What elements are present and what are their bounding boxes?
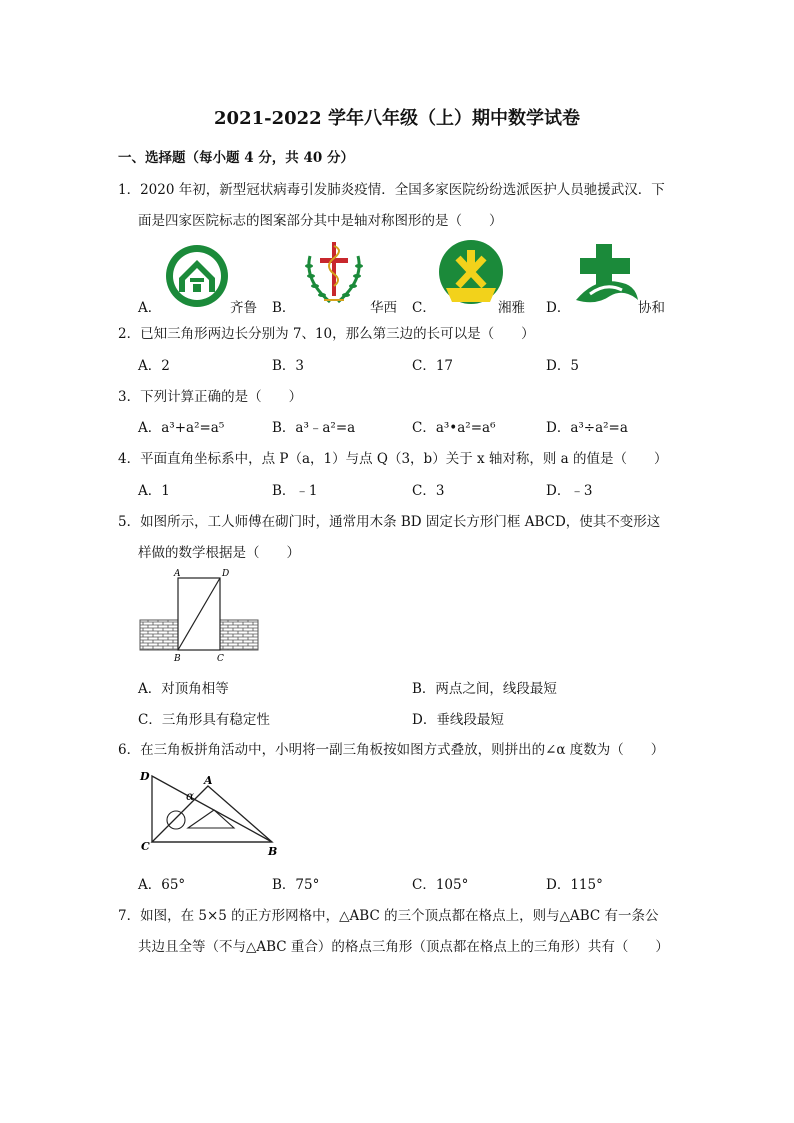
huaxi-logo xyxy=(300,236,368,308)
q6-option-a[interactable]: A．65° xyxy=(138,877,186,893)
q6-option-d[interactable]: D．115° xyxy=(546,877,603,893)
label-c: C xyxy=(217,654,224,664)
q5-stem-line1: 5．如图所示，工人师傅在砌门时，通常用木条 BD 固定长方形门框 ABCD，使其不变形这 xyxy=(118,514,661,530)
q3-option-d[interactable]: D．a³÷a²=a xyxy=(546,420,628,436)
q1-stem-line2: 面是四家医院标志的图案部分其中是轴对称图形的是（ ） xyxy=(138,213,503,229)
triangle-rulers-figure xyxy=(138,766,286,858)
q2-option-d[interactable]: D．5 xyxy=(546,358,579,374)
qilu-logo xyxy=(163,244,231,308)
ruler-hole-circle xyxy=(167,811,185,829)
q1-option-c[interactable] xyxy=(412,296,525,316)
label-a: A xyxy=(204,774,213,787)
q4-option-a[interactable]: A．1 xyxy=(138,483,170,499)
q1-option-d-name: 协和 xyxy=(638,300,665,316)
q5-stem-line2: 样做的数学根据是（ ） xyxy=(138,545,300,561)
label-b: B xyxy=(174,654,181,664)
q1-option-a-letter: A． xyxy=(138,300,162,316)
q2-option-c[interactable]: C．17 xyxy=(412,358,454,374)
q1-option-b-letter: B． xyxy=(272,300,296,316)
q3-option-b[interactable]: B．a³﹣a²=a xyxy=(272,420,356,436)
q1-option-d[interactable] xyxy=(546,296,665,316)
brick-wall-right xyxy=(220,620,258,650)
q4-option-d[interactable]: D．﹣3 xyxy=(546,483,593,499)
q7-stem-line1: 7．如图，在 5×5 的正方形网格中，△ABC 的三个顶点都在格点上，则与△ABC 有一条公 xyxy=(118,908,659,924)
q1-option-c-letter: C． xyxy=(412,300,436,316)
q1-option-a[interactable] xyxy=(138,296,257,316)
label-a: A xyxy=(174,569,181,579)
q3-stem: 3．下列计算正确的是（ ） xyxy=(118,389,303,405)
q3-option-a[interactable]: A．a³+a²=a⁵ xyxy=(138,420,225,436)
q1-option-a-name: 齐鲁 xyxy=(230,300,257,316)
q4-option-b[interactable]: B．﹣1 xyxy=(272,483,318,499)
ruler-hole-triangle xyxy=(188,810,234,828)
label-b: B xyxy=(268,845,278,858)
xiangya-logo xyxy=(438,240,504,310)
q3-option-c[interactable]: C．a³•a²=a⁶ xyxy=(412,420,496,436)
q5-option-a[interactable]: A．对顶角相等 xyxy=(138,681,229,697)
label-c: C xyxy=(141,840,150,853)
section-heading: 一、选择题（每小题 4 分，共 40 分） xyxy=(118,150,354,166)
label-alpha: α xyxy=(186,789,195,803)
brick-wall-left xyxy=(140,620,178,650)
q1-option-d-letter: D． xyxy=(546,300,571,316)
q1-option-b-name: 华西 xyxy=(370,300,397,316)
q2-option-b[interactable]: B．3 xyxy=(272,358,305,374)
q2-stem: 2．已知三角形两边长分别为 7、10，那么第三边的长可以是（ ） xyxy=(118,326,535,342)
door-frame-figure xyxy=(138,568,264,664)
q1-option-c-name: 湘雅 xyxy=(498,300,525,316)
q6-stem: 6．在三角板拼角活动中，小明将一副三角板按如图方式叠放，则拼出的∠α 度数为（ ） xyxy=(118,742,665,758)
label-d: D xyxy=(140,770,150,783)
q6-option-c[interactable]: C．105° xyxy=(412,877,469,893)
xiehe-logo xyxy=(576,244,638,308)
brace-bd xyxy=(178,578,220,650)
q7-stem-line2: 共边且全等（不与△ABC 重合）的格点三角形（顶点都在格点上的三角形）共有（ ） xyxy=(138,939,669,955)
q4-option-c[interactable]: C．3 xyxy=(412,483,445,499)
q4-stem: 4．平面直角坐标系中，点 P（a，1）与点 Q（3，b）关于 x 轴对称，则 a 的值是（ ） xyxy=(118,451,668,467)
q5-option-b[interactable]: B．两点之间，线段最短 xyxy=(412,681,557,697)
label-d: D xyxy=(222,569,230,579)
q5-option-d[interactable]: D．垂线段最短 xyxy=(412,712,504,728)
page-title: 2021-2022 学年八年级（上）期中数学试卷 xyxy=(214,108,580,129)
q5-option-c[interactable]: C．三角形具有稳定性 xyxy=(138,712,270,728)
q2-option-a[interactable]: A．2 xyxy=(138,358,170,374)
q6-option-b[interactable]: B．75° xyxy=(272,877,320,893)
q1-stem-line1: 1．2020 年初，新型冠状病毒引发肺炎疫情．全国多家医院纷纷选派医护人员驰援武汉．下 xyxy=(118,182,665,198)
q1-option-b[interactable] xyxy=(272,296,397,316)
